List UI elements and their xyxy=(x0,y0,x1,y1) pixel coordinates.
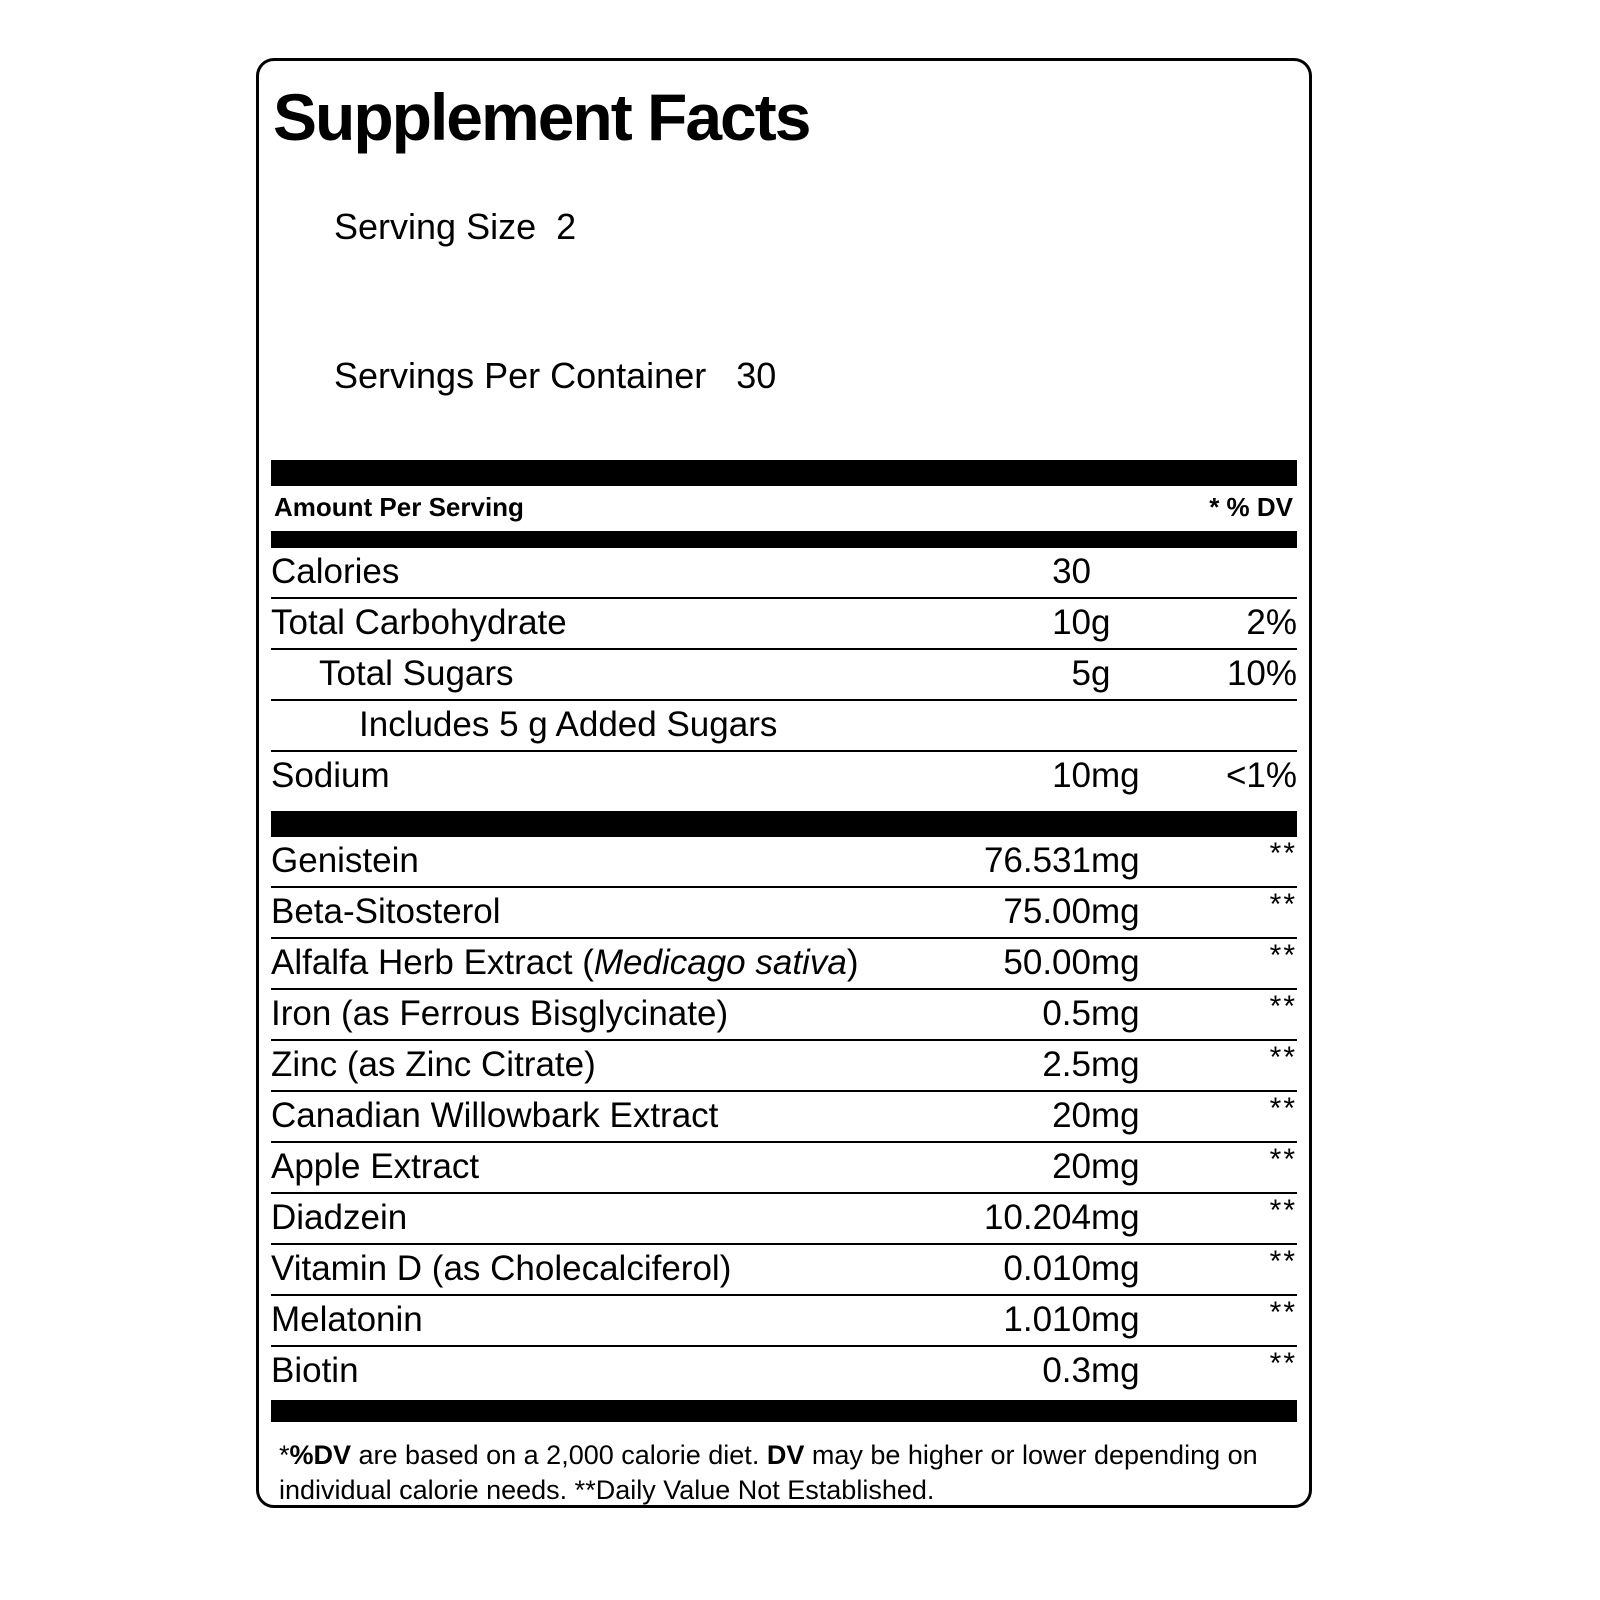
ingredient-unit: mg xyxy=(1091,1142,1177,1193)
table-row xyxy=(271,700,1297,751)
ingredient-name: Diadzein xyxy=(271,1193,901,1244)
table-row xyxy=(271,548,1297,598)
nutrient-value: 30 xyxy=(901,548,1091,598)
footnote-asterisk: * xyxy=(279,1440,290,1471)
servings-per-container-value: 30 xyxy=(736,354,777,396)
serving-size-label: Serving Size xyxy=(334,205,537,247)
table-row xyxy=(271,938,1297,989)
ingredient-name: Canadian Willowbark Extract xyxy=(271,1091,901,1142)
ingredient-name-latin: Medicago sativa xyxy=(593,943,847,983)
ingredient-name: Biotin xyxy=(271,1351,359,1391)
table-row xyxy=(271,598,1297,649)
ingredient-name: Apple Extract xyxy=(271,1142,901,1193)
ingredient-unit: mg xyxy=(1091,1351,1140,1391)
table-row xyxy=(271,1142,1297,1193)
amount-per-serving-header-row xyxy=(271,486,1297,527)
divider-medium xyxy=(271,531,1297,548)
ingredient-name: Genistein xyxy=(271,837,901,887)
ingredient-name: Vitamin D (as Cholecalciferol) xyxy=(271,1244,901,1295)
daily-value-header: * % DV xyxy=(1209,492,1293,523)
servings-per-container-row xyxy=(271,301,1297,450)
amount-per-serving-label: Amount Per Serving xyxy=(274,492,524,523)
footnote-dv-bold-2: DV xyxy=(766,1440,805,1471)
ingredient-dv: ** xyxy=(1177,837,1297,887)
servings-per-container-label: Servings Per Container xyxy=(334,354,707,396)
ingredient-unit: mg xyxy=(1091,1040,1177,1091)
serving-size-value: 2 xyxy=(556,205,577,247)
ingredient-value: 75.00 xyxy=(901,887,1091,938)
table-row xyxy=(271,1091,1297,1142)
table-row xyxy=(271,989,1297,1040)
table-row xyxy=(271,649,1297,700)
table-row xyxy=(271,1193,1297,1244)
ingredients-table xyxy=(271,837,1297,1396)
supplement-facts-panel xyxy=(256,58,1312,1508)
ingredient-unit: mg xyxy=(1091,1295,1177,1346)
table-row xyxy=(271,1040,1297,1091)
table-row xyxy=(271,1295,1297,1346)
nutrient-dv: 10% xyxy=(1177,649,1297,700)
nutrient-name: Sodium xyxy=(271,756,390,796)
ingredient-value: 1.010 xyxy=(901,1295,1091,1346)
divider-thick-middle xyxy=(271,811,1297,837)
nutrient-dv: 2% xyxy=(1177,598,1297,649)
nutrient-unit: g xyxy=(1091,598,1177,649)
ingredient-dv: ** xyxy=(1269,1347,1297,1381)
ingredient-unit: mg xyxy=(1091,938,1177,989)
divider-thick-top xyxy=(271,460,1297,486)
ingredient-unit: mg xyxy=(1091,1244,1177,1295)
table-row xyxy=(271,751,1297,801)
ingredient-name: Zinc (as Zinc Citrate) xyxy=(271,1040,901,1091)
nutrient-value: 10 xyxy=(901,598,1091,649)
ingredient-value: 20 xyxy=(901,1091,1091,1142)
nutrient-unit xyxy=(1091,548,1177,598)
ingredient-value: 2.5 xyxy=(901,1040,1091,1091)
ingredient-name: Beta-Sitosterol xyxy=(271,887,901,938)
ingredient-value: 76.531 xyxy=(901,837,1091,887)
nutrient-unit xyxy=(1091,700,1177,751)
nutrient-value: 5 xyxy=(901,649,1091,700)
table-row xyxy=(271,1244,1297,1295)
footnote-text-2: may be higher or lower depending on individual calorie needs. **Daily Value Not Established. xyxy=(279,1440,1258,1506)
ingredient-value: 10.204 xyxy=(901,1193,1091,1244)
nutrient-dv xyxy=(1177,548,1297,598)
ingredient-unit: mg xyxy=(1091,989,1177,1040)
ingredient-value: 50.00 xyxy=(901,938,1091,989)
nutrient-unit: mg xyxy=(1091,756,1140,796)
nutrient-dv xyxy=(1177,700,1297,751)
ingredient-name: Melatonin xyxy=(271,1295,901,1346)
nutrient-name: Calories xyxy=(271,548,901,598)
ingredient-value: 20 xyxy=(901,1142,1091,1193)
table-row xyxy=(271,887,1297,938)
ingredient-value: 0.010 xyxy=(901,1244,1091,1295)
ingredient-unit: mg xyxy=(1091,837,1177,887)
ingredient-unit: mg xyxy=(1091,887,1177,938)
table-row xyxy=(271,1346,1297,1396)
ingredient-name xyxy=(271,938,901,989)
ingredient-dv: ** xyxy=(1177,1142,1297,1193)
ingredient-dv: ** xyxy=(1177,1193,1297,1244)
nutrient-name: Includes 5 g Added Sugars xyxy=(271,700,901,751)
serving-size-row xyxy=(271,152,1297,301)
footnote xyxy=(271,1422,1297,1508)
ingredient-dv: ** xyxy=(1177,1244,1297,1295)
ingredient-unit: mg xyxy=(1091,1091,1177,1142)
nutrient-name: Total Sugars xyxy=(271,649,901,700)
ingredient-name-tail: ) xyxy=(846,943,859,983)
ingredient-name-head: Alfalfa Herb Extract ( xyxy=(271,943,594,983)
ingredient-dv: ** xyxy=(1177,1295,1297,1346)
ingredient-dv: ** xyxy=(1177,938,1297,989)
ingredient-dv: ** xyxy=(1177,1091,1297,1142)
footnote-text-1: are based on a 2,000 calorie diet. xyxy=(351,1440,767,1471)
ingredient-value: 0.5 xyxy=(901,989,1091,1040)
ingredient-value: 0.3 xyxy=(1042,1351,1091,1391)
ingredient-dv: ** xyxy=(1177,1040,1297,1091)
table-row xyxy=(271,837,1297,887)
ingredient-name: Iron (as Ferrous Bisglycinate) xyxy=(271,989,901,1040)
nutrient-value: 10 xyxy=(1052,756,1091,796)
nutrient-unit: g xyxy=(1091,649,1177,700)
nutrient-name: Total Carbohydrate xyxy=(271,598,901,649)
panel-title: Supplement Facts xyxy=(273,80,810,154)
ingredient-dv: ** xyxy=(1177,989,1297,1040)
nutrient-value xyxy=(901,700,1091,751)
divider-thick-bottom xyxy=(271,1400,1297,1422)
nutrient-dv: <1% xyxy=(1225,756,1297,796)
ingredient-unit: mg xyxy=(1091,1193,1177,1244)
footnote-dv-bold: %DV xyxy=(289,1440,352,1471)
nutrients-table xyxy=(271,548,1297,801)
ingredient-dv: ** xyxy=(1177,887,1297,938)
